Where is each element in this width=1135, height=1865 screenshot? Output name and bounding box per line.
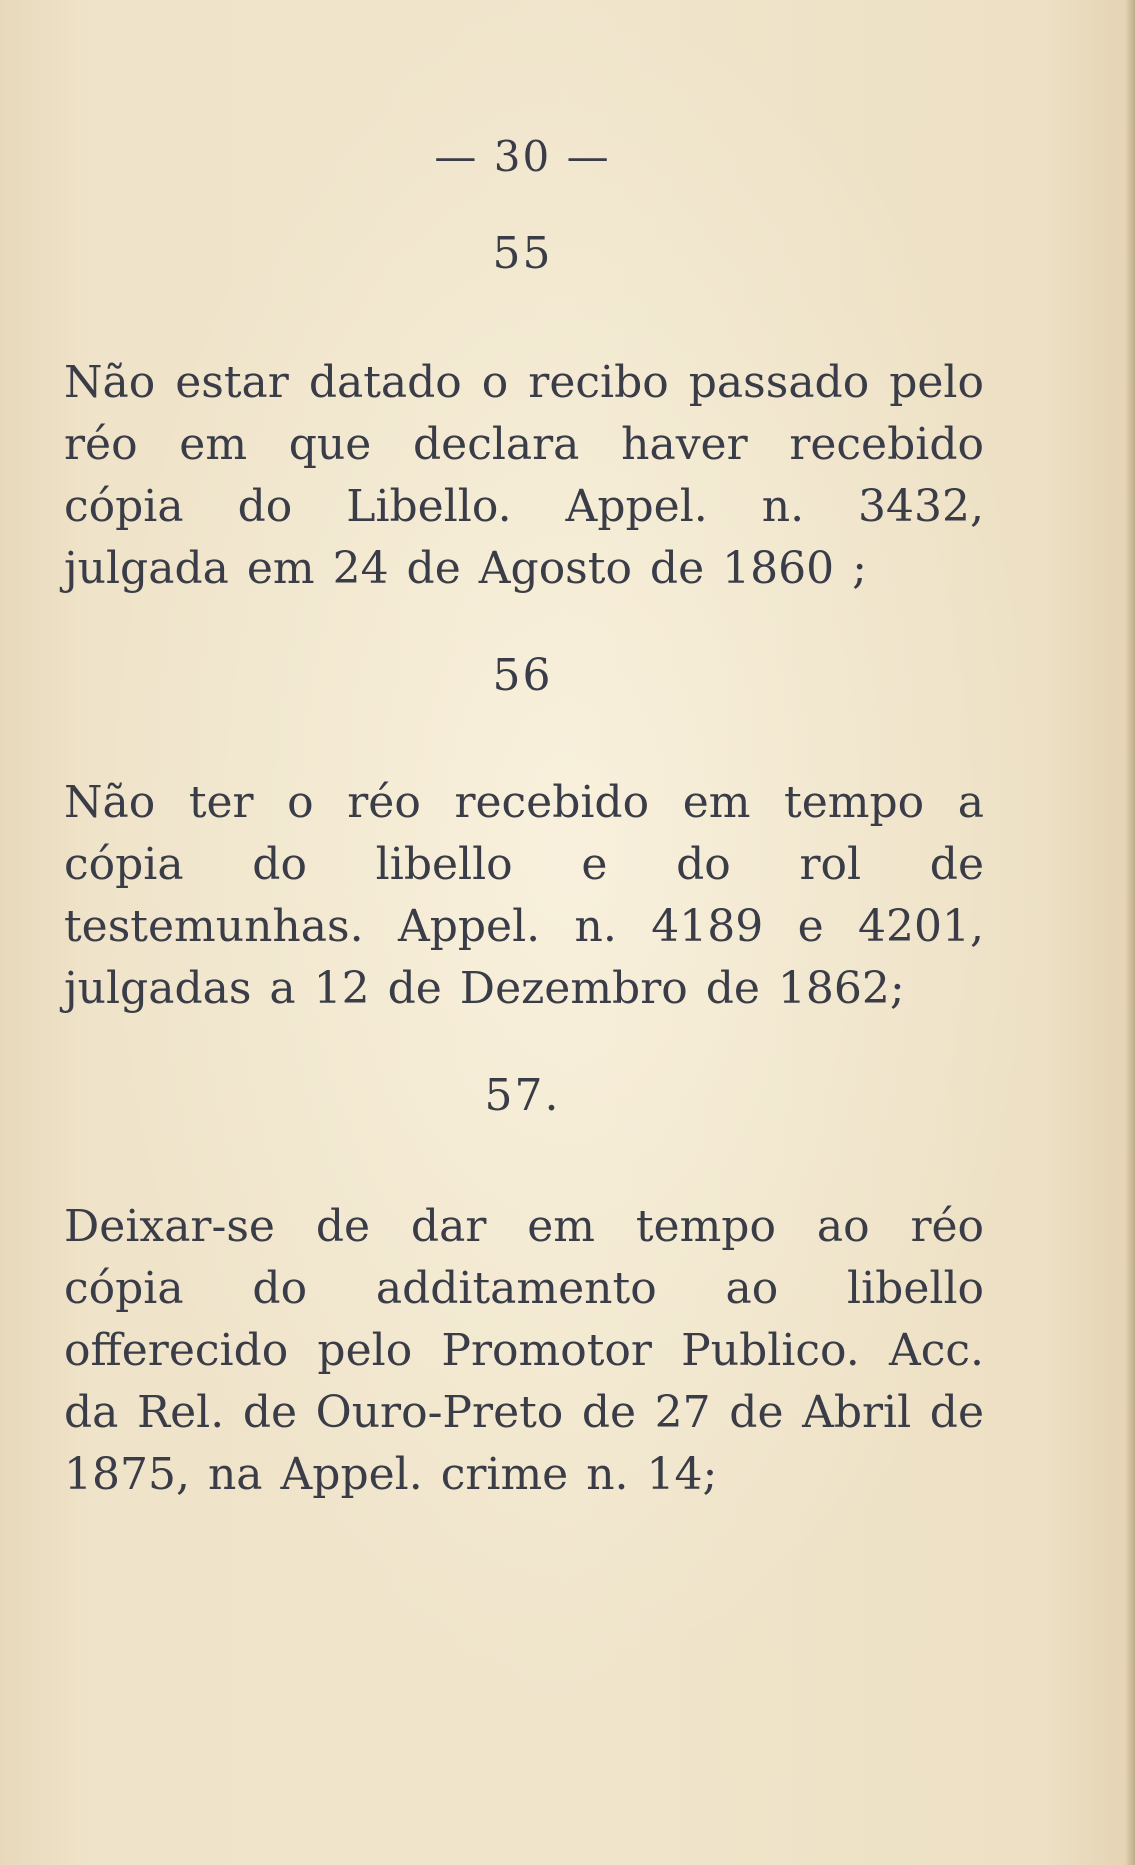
entry-number-55: 55: [492, 228, 553, 279]
page-edge-shadow: [1125, 0, 1135, 1865]
entry-paragraph-55: [64, 352, 984, 600]
entry-text-56: Não ter o réo recebido em tempo a cópia do libello e do rol de testemunhas. Appel. n. 4189 e 4201, julgadas a 12 de Dezembro de 1862;: [64, 777, 984, 1014]
page-number: — 30 —: [434, 132, 611, 181]
entry-text-57: Deixar-se de dar em tempo ao réo cópia do additamento ao libello offerecido pelo Promotor Publico. Acc. da Rel. de Ouro-Preto de 27 de Abril de 1875, na Appel. crime n. 14;: [64, 1201, 984, 1500]
entry-paragraph-56: [64, 772, 984, 1020]
entry-paragraph-57: [64, 1196, 984, 1506]
entry-number-56: 56: [492, 650, 553, 701]
entry-text-55: Não estar datado o recibo passado pelo réo em que declara haver recebido cópia do Libello. Appel. n. 3432, julgada em 24 de Agosto de 1860 ;: [64, 357, 984, 594]
entry-number-57: 57.: [484, 1070, 561, 1121]
